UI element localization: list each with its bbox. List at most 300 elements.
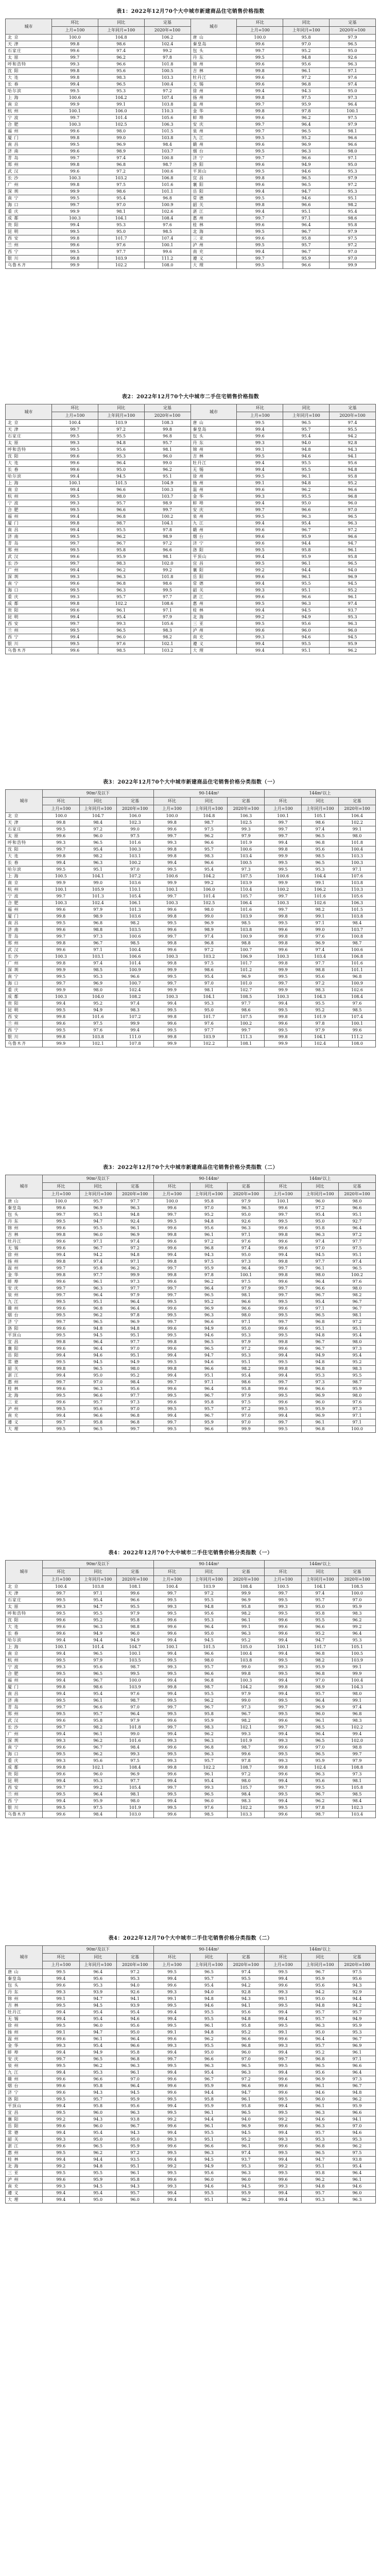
- index-value: 98.2: [228, 1611, 265, 1617]
- table-row: [6, 1272, 376, 1279]
- index-value: 99.4: [265, 2009, 302, 2016]
- index-value: 96.5: [228, 2110, 265, 2116]
- index-value: 106.3: [339, 900, 376, 907]
- index-value: 105.0: [228, 1644, 265, 1651]
- index-value: 98.0: [116, 1798, 153, 1805]
- index-value: 100.9: [339, 980, 376, 987]
- index-value: 96.0: [98, 634, 144, 641]
- index-value: 95.3: [79, 1778, 116, 1785]
- index-value: 96.8: [190, 940, 228, 947]
- index-value: 99.6: [265, 1225, 302, 1232]
- index-value: 100.6: [265, 873, 302, 880]
- index-value: 99.7: [265, 1379, 302, 1386]
- index-value: 98.0: [228, 1312, 265, 1319]
- index-value: 99.4: [265, 1001, 302, 1007]
- index-value: 96.4: [190, 1624, 228, 1631]
- index-value: 97.2: [302, 1205, 339, 1212]
- index-value: 97.1: [228, 1319, 265, 1326]
- index-value: 103.6: [116, 913, 153, 920]
- index-value: 94.4: [190, 2116, 228, 2123]
- city-name: 银 川: [6, 1805, 43, 1811]
- index-value: 95.7: [98, 594, 144, 601]
- index-value: 96.8: [228, 2043, 265, 2049]
- index-value: 96.2: [98, 567, 144, 574]
- city-name: 徐 州: [6, 1252, 43, 1259]
- table-row: [6, 1604, 376, 1611]
- index-value: 97.5: [116, 1758, 153, 1765]
- index-value: 99.7: [51, 540, 98, 547]
- index-value: 95.2: [228, 2137, 265, 2143]
- table-row: [6, 574, 376, 581]
- index-value: 97.9: [116, 1718, 153, 1724]
- index-value: 95.2: [330, 480, 376, 487]
- table-row: [6, 1671, 376, 1677]
- index-value: 99.6: [265, 1982, 302, 1989]
- index-value: 99.8: [265, 1014, 302, 1021]
- index-value: 95.7: [339, 2009, 376, 2016]
- index-value: 96.1: [190, 1232, 228, 1239]
- index-value: 101.4: [79, 1644, 116, 1651]
- index-value: 101.6: [116, 840, 153, 846]
- city-name: 襄 阳: [6, 1346, 43, 1352]
- index-value: 98.7: [98, 520, 144, 527]
- table-row: [6, 1778, 376, 1785]
- index-value: 96.3: [190, 1751, 228, 1758]
- city-name: 青 岛: [6, 155, 52, 162]
- index-value: 102.1: [228, 1724, 265, 1731]
- index-value: 108.3: [144, 420, 190, 427]
- index-value: 97.4: [302, 826, 339, 833]
- index-value: 101.4: [116, 960, 153, 967]
- index-value: 98.7: [228, 1744, 265, 1751]
- index-value: 99.7: [265, 1265, 302, 1272]
- index-value: 94.8: [79, 2163, 116, 2170]
- city-name: 兰 州: [6, 1791, 43, 1798]
- index-value: 108.1: [116, 1584, 153, 1590]
- index-value: 95.3: [116, 1976, 153, 1982]
- price-index-table: [5, 1175, 376, 1433]
- col-header-base: 定基: [228, 1183, 265, 1191]
- index-value: 108.5: [228, 994, 265, 1001]
- city-name: 南 宁: [6, 974, 43, 980]
- index-value: 95.3: [302, 867, 339, 873]
- index-value: 99.7: [153, 2056, 190, 2063]
- city-name: 乌鲁木齐: [6, 1811, 43, 1818]
- index-value: 99.6: [265, 1245, 302, 1252]
- index-value: 94.8: [302, 1359, 339, 1366]
- index-value: 96.3: [228, 2070, 265, 2076]
- city-name: 扬 州: [6, 2029, 43, 2036]
- city-name: 上 海: [6, 873, 43, 880]
- index-value: 101.9: [228, 1738, 265, 1744]
- index-value: 98.8: [228, 940, 265, 947]
- index-value: 95.5: [283, 467, 330, 473]
- index-value: 96.7: [283, 249, 330, 256]
- index-value: 92.7: [339, 1218, 376, 1225]
- index-value: 96.6: [190, 1366, 228, 1372]
- index-value: 94.0: [190, 1989, 228, 1996]
- table-row: [6, 1034, 376, 1041]
- col-header-city: 城市: [190, 19, 237, 35]
- index-value: 97.6: [339, 1399, 376, 1406]
- city-name: 吉 林: [6, 1232, 43, 1239]
- index-value: 97.7: [190, 1027, 228, 1034]
- index-value: 99.5: [237, 601, 283, 607]
- index-value: 94.8: [302, 1332, 339, 1339]
- index-value: 103.5: [116, 1657, 153, 1664]
- col-header-base: 定基: [116, 1954, 153, 1961]
- index-value: 96.3: [190, 1738, 228, 1744]
- index-value: 108.6: [144, 601, 190, 607]
- table-row: [6, 68, 376, 75]
- col-header-base: 定基: [228, 1568, 265, 1576]
- index-value: 96.6: [330, 135, 376, 142]
- index-value: 96.5: [190, 1339, 228, 1346]
- index-value: 99.6: [237, 75, 283, 81]
- col-header-mom: 环比: [42, 1183, 79, 1191]
- index-value: 96.4: [116, 1306, 153, 1312]
- table-row: [6, 1007, 376, 1014]
- table-row: [6, 1372, 376, 1379]
- index-value: 99.6: [42, 1982, 79, 1989]
- city-name: 西 宁: [6, 1798, 43, 1805]
- index-value: 98.4: [228, 1791, 265, 1798]
- index-value: 99.5: [42, 1332, 79, 1339]
- index-value: 99.4: [153, 2157, 190, 2163]
- index-value: 106.0: [116, 813, 153, 820]
- index-value: 97.3: [228, 867, 265, 873]
- index-value: 100.1: [144, 242, 190, 249]
- index-value: 99.8: [153, 1034, 190, 1041]
- table-row: [6, 514, 376, 520]
- index-value: 99.3: [98, 621, 144, 628]
- index-value: 95.2: [116, 1372, 153, 1379]
- index-value: 96.9: [79, 980, 116, 987]
- city-name: 呼和浩特: [6, 61, 52, 68]
- index-value: 99.6: [339, 1027, 376, 1034]
- index-value: 99.5: [42, 2003, 79, 2009]
- index-value: 99.6: [153, 1021, 190, 1027]
- table-row: [6, 222, 376, 229]
- table-row: [6, 860, 376, 867]
- index-value: 104.2: [190, 873, 228, 880]
- index-value: 95.9: [339, 2103, 376, 2110]
- index-value: 99.1: [237, 447, 283, 453]
- table-row: [6, 1731, 376, 1738]
- index-value: 99.6: [153, 2090, 190, 2096]
- index-value: 96.2: [302, 2177, 339, 2183]
- city-name: 西 安: [6, 1785, 43, 1791]
- index-value: 103.3: [144, 75, 190, 81]
- index-value: 99.6: [265, 2090, 302, 2096]
- index-value: 95.9: [283, 256, 330, 262]
- table-row: [6, 1021, 376, 1027]
- city-name: 惠 州: [190, 601, 237, 607]
- index-value: 96.6: [190, 2056, 228, 2063]
- index-value: 99.6: [153, 1744, 190, 1751]
- index-value: 97.5: [228, 1399, 265, 1406]
- index-value: 99.7: [153, 1379, 190, 1386]
- index-value: 95.1: [190, 2137, 228, 2143]
- index-value: 97.2: [116, 1245, 153, 1252]
- col-header-base: 定基: [116, 1183, 153, 1191]
- index-value: 96.3: [228, 2170, 265, 2177]
- index-value: 96.8: [302, 1426, 339, 1433]
- index-value: 99.8: [42, 820, 79, 826]
- city-name: 包 头: [190, 433, 237, 440]
- index-value: 97.7: [228, 1001, 265, 1007]
- index-value: 94.8: [116, 1252, 153, 1259]
- index-value: 95.8: [79, 2083, 116, 2090]
- index-value: 99.5: [302, 1785, 339, 1791]
- index-value: 94.3: [190, 1252, 228, 1259]
- city-name: 济 南: [6, 148, 52, 155]
- col-sub-yoy: 上年同月=100: [79, 1961, 116, 1969]
- index-value: 97.4: [330, 420, 376, 427]
- index-value: 99.5: [265, 1426, 302, 1433]
- index-value: 99.6: [42, 2036, 79, 2043]
- index-value: 99.4: [51, 81, 98, 88]
- index-value: 96.7: [79, 940, 116, 947]
- index-value: 97.9: [330, 35, 376, 41]
- index-value: 96.8: [98, 514, 144, 520]
- col-header-group: 90m²及以下: [42, 1561, 153, 1568]
- table-row: [6, 607, 376, 614]
- index-value: 99.3: [265, 2137, 302, 2143]
- index-value: 96.4: [302, 1698, 339, 1704]
- index-value: 101.5: [190, 1644, 228, 1651]
- index-value: 95.5: [283, 581, 330, 587]
- index-value: 100.1: [116, 1651, 153, 1657]
- index-value: 102.2: [98, 262, 144, 269]
- index-value: 99.5: [42, 2170, 79, 2177]
- col-header-base: 定基: [116, 1568, 153, 1576]
- index-value: 96.9: [302, 1393, 339, 1399]
- city-name: 南 京: [6, 101, 52, 108]
- index-value: 108.2: [116, 994, 153, 1001]
- index-value: 99.6: [237, 534, 283, 540]
- city-name: 北 海: [190, 614, 237, 621]
- city-name: 无 锡: [190, 81, 237, 88]
- index-value: 95.3: [228, 1332, 265, 1339]
- index-value: 99.7: [42, 893, 79, 900]
- index-value: 98.1: [339, 1312, 376, 1319]
- index-value: 99.3: [265, 1989, 302, 1996]
- city-name: 武 汉: [6, 1718, 43, 1724]
- index-value: 99.4: [153, 1637, 190, 1644]
- index-value: 96.4: [79, 1346, 116, 1352]
- index-value: 95.9: [283, 554, 330, 561]
- city-name: 洛 阳: [6, 2096, 43, 2103]
- index-value: 95.7: [302, 2016, 339, 2023]
- city-name: 洛 阳: [190, 162, 237, 168]
- index-value: 99.7: [42, 1265, 79, 1272]
- index-value: 100.1: [265, 813, 302, 820]
- index-value: 96.6: [283, 262, 330, 269]
- index-value: 98.4: [339, 1798, 376, 1805]
- city-name: 石家庄: [6, 826, 43, 833]
- col-header-city: 城市: [6, 790, 43, 813]
- index-value: 100.3: [42, 994, 79, 1001]
- city-name: 合 肥: [6, 900, 43, 907]
- city-name: 南 京: [6, 487, 52, 494]
- city-name: 襄 阳: [6, 2116, 43, 2123]
- index-value: 100.6: [339, 947, 376, 954]
- index-value: 111.0: [116, 1034, 153, 1041]
- index-value: 99.6: [153, 1306, 190, 1312]
- col-header-yoy: 同比: [79, 1183, 116, 1191]
- index-value: 95.4: [116, 2009, 153, 2016]
- index-value: 97.4: [339, 1704, 376, 1711]
- city-name: 温 州: [190, 487, 237, 494]
- index-value: 95.9: [228, 2190, 265, 2197]
- index-value: 97.5: [228, 1279, 265, 1285]
- city-name: 广 州: [6, 567, 52, 574]
- index-value: 99.3: [153, 1664, 190, 1671]
- index-value: 95.6: [283, 621, 330, 628]
- index-value: 99.7: [42, 1285, 79, 1292]
- index-value: 97.3: [116, 1279, 153, 1285]
- index-value: 97.4: [116, 1239, 153, 1245]
- index-value: 99.7: [237, 215, 283, 222]
- index-value: 99.7: [153, 1590, 190, 1597]
- city-name: 太 原: [6, 440, 52, 447]
- index-value: 98.5: [302, 853, 339, 860]
- index-value: 100.0: [42, 1198, 79, 1205]
- table-row: [6, 2016, 376, 2023]
- col-header-mom: 环比: [153, 798, 190, 805]
- index-value: 98.5: [339, 1007, 376, 1014]
- city-name: 西 宁: [6, 1027, 43, 1034]
- city-name: 泸 州: [6, 2177, 43, 2183]
- index-value: 96.5: [302, 2150, 339, 2157]
- index-value: 99.3: [42, 2043, 79, 2049]
- index-value: 99.4: [116, 1027, 153, 1034]
- index-value: 99.6: [265, 2177, 302, 2183]
- index-value: 99.8: [153, 1014, 190, 1021]
- index-value: 95.0: [330, 88, 376, 95]
- index-value: 99.7: [265, 980, 302, 987]
- index-value: 99.6: [153, 1239, 190, 1245]
- index-value: 100.5: [42, 873, 79, 880]
- index-value: 96.4: [116, 1299, 153, 1306]
- index-value: 96.0: [79, 1771, 116, 1778]
- index-value: 97.7: [116, 1198, 153, 1205]
- city-name: 唐 山: [6, 1198, 43, 1205]
- index-value: 94.8: [98, 440, 144, 447]
- city-name: 丹 东: [6, 1218, 43, 1225]
- index-value: 99.4: [42, 2049, 79, 2056]
- table-row: [6, 1386, 376, 1393]
- index-value: 99.6: [51, 581, 98, 587]
- table-title: 表1：2022年12月70个大中城市新建商品住宅销售价格指数: [116, 9, 265, 14]
- index-value: 92.6: [116, 1989, 153, 1996]
- index-value: 96.8: [98, 581, 144, 587]
- index-value: 96.9: [330, 574, 376, 581]
- index-value: 95.1: [116, 2163, 153, 2170]
- index-value: 99.6: [51, 148, 98, 155]
- index-value: 106.2: [144, 35, 190, 41]
- index-value: 94.8: [302, 2003, 339, 2009]
- index-value: 96.1: [302, 1718, 339, 1724]
- index-value: 99.3: [42, 2137, 79, 2143]
- index-value: 95.7: [190, 1758, 228, 1765]
- index-value: 99.8: [42, 1259, 79, 1265]
- city-name: 济 宁: [6, 2090, 43, 2096]
- col-header-mom: 环比: [265, 798, 302, 805]
- index-value: 96.6: [98, 507, 144, 514]
- index-value: 107.4: [339, 1014, 376, 1021]
- index-value: 99.4: [153, 2197, 190, 2204]
- city-name: 金 华: [190, 494, 237, 500]
- table-row: [6, 534, 376, 540]
- index-value: 99.8: [265, 940, 302, 947]
- index-value: 95.1: [283, 648, 330, 654]
- index-value: 99.2: [190, 880, 228, 887]
- index-value: 107.5: [228, 873, 265, 880]
- index-value: 96.1: [330, 594, 376, 601]
- index-value: 95.9: [116, 2096, 153, 2103]
- index-value: 101.7: [228, 960, 265, 967]
- index-value: 99.4: [42, 1352, 79, 1359]
- city-name: 平顶山: [190, 554, 237, 561]
- index-value: 99.8: [42, 1272, 79, 1279]
- index-value: 96.8: [116, 1419, 153, 1426]
- index-value: 96.9: [302, 940, 339, 947]
- index-value: 94.2: [339, 2003, 376, 2009]
- city-name: 宜 昌: [190, 561, 237, 567]
- index-value: 99.4: [265, 1372, 302, 1379]
- index-value: 99.4: [51, 614, 98, 621]
- index-value: 97.4: [228, 2150, 265, 2157]
- col-header-base: 定基: [330, 19, 376, 27]
- index-value: 98.3: [339, 1718, 376, 1724]
- index-value: 99.5: [153, 1027, 190, 1034]
- city-name: 泉 州: [190, 514, 237, 520]
- index-value: 99.8: [42, 960, 79, 967]
- index-value: 99.5: [265, 2150, 302, 2157]
- table-row: [6, 2190, 376, 2197]
- index-value: 99.6: [51, 460, 98, 467]
- col-sub-base: 2020年=100: [116, 1961, 153, 1969]
- index-value: 96.0: [228, 2049, 265, 2056]
- index-value: 96.6: [190, 2143, 228, 2150]
- index-value: 95.5: [190, 1597, 228, 1604]
- index-value: 99.3: [265, 2043, 302, 2049]
- col-sub-mom: 上月=100: [265, 1576, 302, 1584]
- index-value: 99.6: [265, 1346, 302, 1352]
- col-sub-base: 2020年=100: [116, 1576, 153, 1584]
- index-value: 97.6: [98, 641, 144, 648]
- index-value: 103.8: [79, 1584, 116, 1590]
- city-name: 秦皇岛: [190, 427, 237, 433]
- index-value: 97.2: [330, 182, 376, 189]
- table-row: [6, 256, 376, 262]
- index-value: 97.7: [116, 1778, 153, 1785]
- index-value: 100.1: [330, 108, 376, 115]
- index-value: 94.7: [190, 1352, 228, 1359]
- index-value: 95.0: [98, 229, 144, 235]
- index-value: 97.5: [79, 1021, 116, 1027]
- table-row: [6, 480, 376, 487]
- index-value: 94.8: [330, 467, 376, 473]
- city-name: 唐 山: [190, 420, 237, 427]
- index-value: 99.5: [51, 494, 98, 500]
- index-value: 96.6: [228, 1299, 265, 1306]
- table-row: [6, 1684, 376, 1691]
- city-name: 深 圳: [6, 1738, 43, 1744]
- index-value: 99.4: [153, 860, 190, 867]
